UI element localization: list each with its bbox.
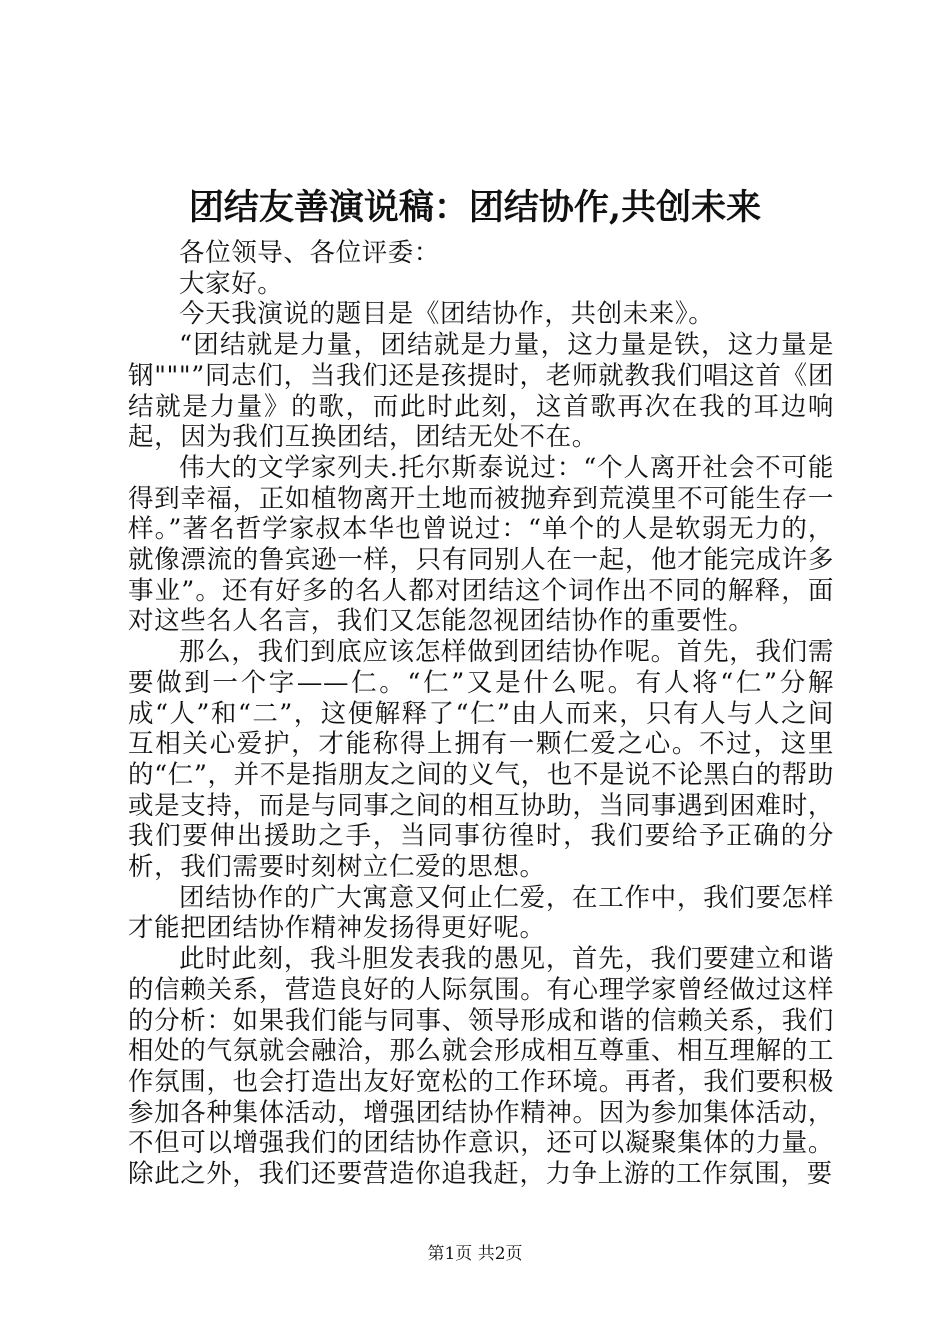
paragraph-quotes: 伟大的文学家列夫.托尔斯泰说过：“个人离开社会不可能得到幸福，正如植物离开土地而被抛弃到荒漠里不可能生存一样。”著名哲学家叔本华也曾说过：“单个的人是软弱无力的，就像漂流的鲁宾逊一样，只有同别人在一起，他才能完成许多事业”。还有好多的名人都对团结这个词作出不同的解释，面对这些名人名言，我们又怎能忽视团结协作的重要性。 [128, 452, 834, 637]
document-body [128, 238, 834, 1190]
paragraph-song: “团结就是力量，团结就是力量，这力量是铁，这力量是钢"""”同志们，当我们还是孩提时，老师就教我们唱这首《团结就是力量》的歌，而此时此刻，这首歌再次在我的耳边响起，因为我们互换团结，团结无处不在。 [128, 330, 834, 453]
paragraph-salutation: 各位领导、各位评委： [179, 238, 441, 268]
paragraph-topic: 今天我演说的题目是《团结协作，共创未来》。 [179, 299, 715, 330]
paragraph-meaning: 团结协作的广大寓意又何止仁爱，在工作中，我们要怎样才能把团结协作精神发扬得更好呢。 [128, 882, 834, 944]
paragraph-ren: 那么，我们到底应该怎样做到团结协作呢。首先，我们需要做到一个字——仁。“仁”又是什么呢。有人将“仁”分解成“人”和“二”，这便解释了“仁”由人而来，只有人与人之间互相关心爱护，才能称得上拥有一颗仁爱之心。不过，这里的“仁”，并不是指朋友之间的义气，也不是说不论黑白的帮助或是支持，而是与同事之间的相互协助，当同事遇到困难时，我们要伸出援助之手，当同事彷徨时，我们要给予正确的分析，我们需要时刻树立仁爱的思想。 [128, 637, 834, 883]
paragraph-greeting: 大家好。 [179, 268, 284, 299]
page-footer: 第1页 共2页 [427, 1244, 523, 1264]
document-title: 团结友善演说稿：团结协作,共创未来 [188, 187, 762, 228]
paragraph-opinion: 此时此刻，我斗胆发表我的愚见，首先，我们要建立和谐的信赖关系，营造良好的人际氛围。有心理学家曾经做过这样的分析：如果我们能与同事、领导形成和谐的信赖关系，我们相处的气氛就会融洽，那么就会形成相互尊重、相互理解的工作氛围，也会打造出友好宽松的工作环境。再者，我们要积极参加各种集体活动，增强团结协作精神。因为参加集体活动，不但可以增强我们的团结协作意识，还可以凝聚集体的力量。除此之外，我们还要营造你追我赶，力争上游的工作氛围，要 [128, 944, 834, 1190]
